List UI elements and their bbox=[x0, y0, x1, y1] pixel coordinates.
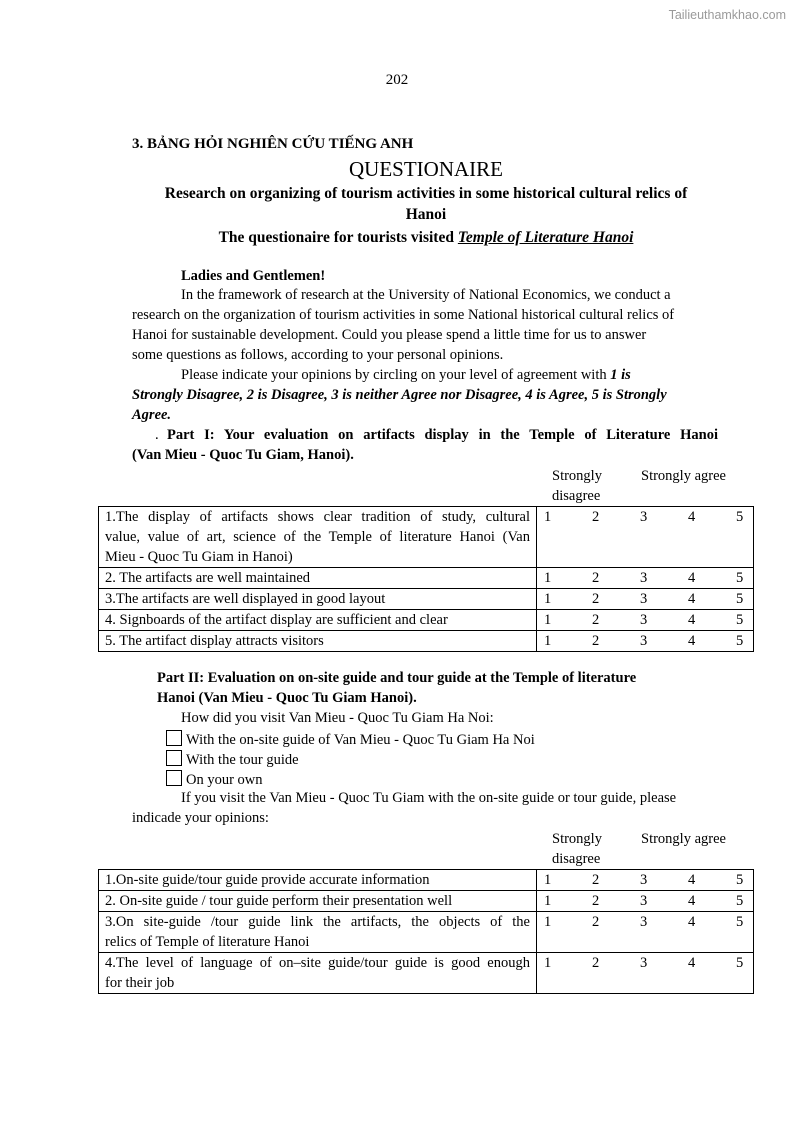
instruction-line-2: Strongly Disagree, 2 is Disagree, 3 is neither Agree nor Disagree, 4 is Agree, 5 is Strongly bbox=[132, 387, 667, 403]
instruction-line-1 bbox=[181, 367, 661, 384]
rating-1[interactable]: 1 bbox=[544, 914, 552, 930]
rating-4[interactable]: 4 bbox=[688, 872, 696, 888]
rating-5[interactable]: 5 bbox=[736, 955, 744, 971]
rating-1[interactable]: 1 bbox=[544, 955, 552, 971]
instruction-em-1: 1 is bbox=[610, 367, 631, 383]
rating-cell[interactable] bbox=[537, 870, 754, 891]
rating-4[interactable]: 4 bbox=[688, 955, 696, 971]
table-row bbox=[99, 891, 754, 912]
statement-cell bbox=[99, 870, 537, 891]
rating-3[interactable]: 3 bbox=[640, 955, 648, 971]
statement-line: 2. On-site guide / tour guide perform their presentation well bbox=[105, 893, 453, 909]
rating-2[interactable]: 2 bbox=[592, 893, 600, 909]
rating-2[interactable]: 2 bbox=[592, 509, 600, 525]
statement-line: for their job bbox=[105, 975, 175, 991]
rating-5[interactable]: 5 bbox=[736, 591, 744, 607]
rating-5[interactable]: 5 bbox=[736, 633, 744, 649]
part1-bullet: . bbox=[155, 427, 159, 443]
guide-prompt-line-2: indicade your opinions: bbox=[132, 810, 269, 826]
rating-cell[interactable] bbox=[537, 610, 754, 631]
part1-heading-line-1: Part I: Your evaluation on artifacts display in the Temple of Literature Hanoi bbox=[167, 427, 718, 443]
rating-5[interactable]: 5 bbox=[736, 612, 744, 628]
subtitle-line-1: Research on organizing of tourism activities in some historical cultural relics of bbox=[164, 185, 688, 202]
rating-1[interactable]: 1 bbox=[544, 872, 552, 888]
rating-2[interactable]: 2 bbox=[592, 872, 600, 888]
rating-cell[interactable] bbox=[537, 891, 754, 912]
rating-3[interactable]: 3 bbox=[640, 893, 648, 909]
rating-1[interactable]: 1 bbox=[544, 570, 552, 586]
rating-5[interactable]: 5 bbox=[736, 914, 744, 930]
visit-option-onsite-guide[interactable] bbox=[166, 730, 535, 749]
rating-1[interactable]: 1 bbox=[544, 509, 552, 525]
rating-3[interactable]: 3 bbox=[640, 570, 648, 586]
statement-line: 1.On-site guide/tour guide provide accurate information bbox=[105, 872, 430, 888]
statement-cell bbox=[99, 589, 537, 610]
statement-cell bbox=[99, 631, 537, 652]
scale-left-line-2: disagree bbox=[552, 488, 601, 504]
statement-cell bbox=[99, 953, 537, 994]
part1-scale-right-label: Strongly agree bbox=[641, 468, 726, 484]
rating-3[interactable]: 3 bbox=[640, 633, 648, 649]
rating-cell[interactable] bbox=[537, 589, 754, 610]
checkbox[interactable] bbox=[166, 750, 182, 766]
option-label: With the tour guide bbox=[186, 752, 299, 768]
rating-3[interactable]: 3 bbox=[640, 509, 648, 525]
rating-4[interactable]: 4 bbox=[688, 914, 696, 930]
audience-prefix: The questionaire for tourists visited bbox=[218, 229, 458, 246]
statement-cell bbox=[99, 912, 537, 953]
table-row bbox=[99, 507, 754, 568]
part1-scale-left-label bbox=[552, 466, 602, 506]
section-heading: 3. BẢNG HỎI NGHIÊN CỨU TIẾNG ANH bbox=[132, 136, 414, 152]
rating-4[interactable]: 4 bbox=[688, 893, 696, 909]
statement-line: 2. The artifacts are well maintained bbox=[105, 570, 311, 586]
visit-option-tour-guide[interactable] bbox=[166, 750, 299, 769]
rating-cell[interactable] bbox=[537, 631, 754, 652]
statement-cell bbox=[99, 507, 537, 568]
instruction-start: Please indicate your opinions by circling on your level of agreement with bbox=[181, 367, 611, 383]
option-label: With the on-site guide of Van Mieu - Quoc Tu Giam Ha Noi bbox=[186, 732, 535, 748]
statement-line: Mieu - Quoc Tu Giam in Hanoi) bbox=[105, 549, 293, 565]
rating-2[interactable]: 2 bbox=[592, 633, 600, 649]
intro-line-2: research on the organization of tourism activities in some National historical cultural relics of bbox=[132, 307, 675, 323]
table-row bbox=[99, 912, 754, 953]
part1-heading-line-2: (Van Mieu - Quoc Tu Giam, Hanoi). bbox=[132, 447, 354, 463]
checkbox[interactable] bbox=[166, 730, 182, 746]
intro-line-1: In the framework of research at the University of National Economics, we conduct a bbox=[181, 287, 671, 303]
part2-heading-line-2: Hanoi (Van Mieu - Quoc Tu Giam Hanoi). bbox=[157, 690, 417, 706]
statement-cell bbox=[99, 891, 537, 912]
rating-5[interactable]: 5 bbox=[736, 570, 744, 586]
instruction-line-3: Agree. bbox=[132, 407, 172, 423]
part2-heading-line-1: Part II: Evaluation on on-site guide and tour guide at the Temple of literature bbox=[157, 670, 637, 686]
rating-cell[interactable] bbox=[537, 507, 754, 568]
statement-line: 3.The artifacts are well displayed in good layout bbox=[105, 591, 386, 607]
part1-table bbox=[98, 506, 754, 652]
rating-1[interactable]: 1 bbox=[544, 893, 552, 909]
table-row bbox=[99, 870, 754, 891]
rating-4[interactable]: 4 bbox=[688, 509, 696, 525]
rating-3[interactable]: 3 bbox=[640, 914, 648, 930]
statement-line: 4.The level of language of on–site guide/tour guide is good enough bbox=[105, 955, 530, 971]
rating-4[interactable]: 4 bbox=[688, 591, 696, 607]
audience-place: Temple of Literature Hanoi bbox=[457, 229, 634, 246]
statement-cell bbox=[99, 568, 537, 589]
scale-left-line-1: Strongly bbox=[552, 831, 602, 847]
subtitle-line-2: Hanoi bbox=[405, 206, 447, 223]
rating-4[interactable]: 4 bbox=[688, 633, 696, 649]
statement-line: 3.On site-guide /tour guide link the artifacts, the objects of the bbox=[105, 914, 530, 930]
watermark: Tailieuthamkhao.com bbox=[668, 8, 786, 22]
intro-line-4: some questions as follows, according to your personal opinions. bbox=[132, 347, 504, 363]
rating-cell[interactable] bbox=[537, 912, 754, 953]
rating-3[interactable]: 3 bbox=[640, 612, 648, 628]
page-number: 202 bbox=[385, 72, 409, 88]
rating-1[interactable]: 1 bbox=[544, 633, 552, 649]
rating-1[interactable]: 1 bbox=[544, 612, 552, 628]
audience-line bbox=[132, 228, 720, 248]
visit-question: How did you visit Van Mieu - Quoc Tu Giam Ha Noi: bbox=[181, 710, 494, 726]
rating-cell[interactable] bbox=[537, 953, 754, 994]
rating-cell[interactable] bbox=[537, 568, 754, 589]
statement-line: value, value of art, science of the Temple of literature Hanoi (Van bbox=[105, 529, 530, 545]
rating-2[interactable]: 2 bbox=[592, 591, 600, 607]
scale-left-line-2: disagree bbox=[552, 851, 601, 867]
rating-2[interactable]: 2 bbox=[592, 612, 600, 628]
intro-line-3: Hanoi for sustainable development. Could you please spend a little time for us to answer bbox=[132, 327, 647, 343]
rating-5[interactable]: 5 bbox=[736, 872, 744, 888]
rating-5[interactable]: 5 bbox=[736, 893, 744, 909]
statement-cell bbox=[99, 610, 537, 631]
table-row bbox=[99, 568, 754, 589]
rating-2[interactable]: 2 bbox=[592, 955, 600, 971]
table-row bbox=[99, 610, 754, 631]
scale-left-line-1: Strongly bbox=[552, 468, 602, 484]
rating-4[interactable]: 4 bbox=[688, 570, 696, 586]
rating-1[interactable]: 1 bbox=[544, 591, 552, 607]
rating-3[interactable]: 3 bbox=[640, 872, 648, 888]
guide-prompt-line-1: If you visit the Van Mieu - Quoc Tu Giam with the on-site guide or tour guide, please bbox=[181, 790, 677, 806]
rating-2[interactable]: 2 bbox=[592, 914, 600, 930]
checkbox[interactable] bbox=[166, 770, 182, 786]
part2-scale-left-label bbox=[552, 829, 602, 869]
table-row bbox=[99, 953, 754, 994]
rating-2[interactable]: 2 bbox=[592, 570, 600, 586]
option-label: On your own bbox=[186, 772, 263, 788]
rating-5[interactable]: 5 bbox=[736, 509, 744, 525]
visit-option-own[interactable] bbox=[166, 770, 263, 789]
statement-line: 1.The display of artifacts shows clear tradition of study, cultural bbox=[105, 509, 530, 525]
part2-scale-right-label: Strongly agree bbox=[641, 831, 726, 847]
greeting: Ladies and Gentlemen! bbox=[181, 268, 326, 284]
table-row bbox=[99, 589, 754, 610]
rating-3[interactable]: 3 bbox=[640, 591, 648, 607]
part2-table bbox=[98, 869, 754, 994]
questionnaire-title: QUESTIONAIRE bbox=[349, 157, 503, 181]
statement-line: 5. The artifact display attracts visitors bbox=[105, 633, 324, 649]
table-row bbox=[99, 631, 754, 652]
statement-line: 4. Signboards of the artifact display are sufficient and clear bbox=[105, 612, 448, 628]
statement-line: relics of Temple of literature Hanoi bbox=[105, 934, 310, 950]
rating-4[interactable]: 4 bbox=[688, 612, 696, 628]
